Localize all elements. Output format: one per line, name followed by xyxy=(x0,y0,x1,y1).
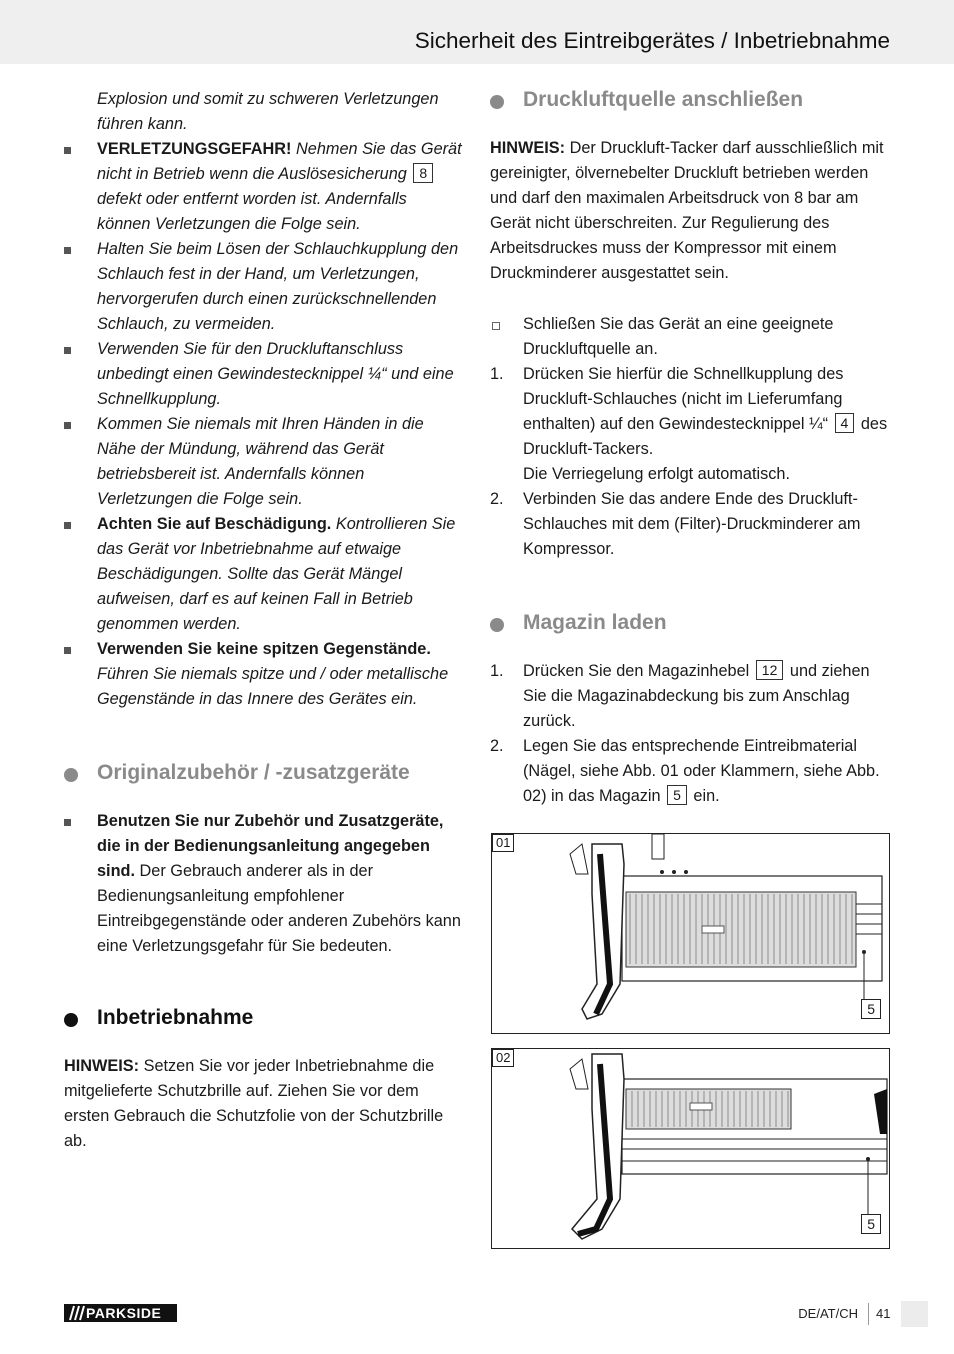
magazin-step-1 xyxy=(490,659,890,734)
heading-druckluft xyxy=(490,87,890,112)
part-ref-12: 12 xyxy=(756,660,784,680)
part-ref-4: 4 xyxy=(835,413,855,433)
step-2 xyxy=(490,487,890,562)
figure-02 xyxy=(491,1048,890,1249)
druckluft-hinweis xyxy=(490,136,890,286)
magazin-step-1-text-b: und ziehen Sie die Magazinabdeckung bis zum Anschlag zurück. xyxy=(523,662,870,730)
footer-locale: DE/AT/CH xyxy=(798,1306,858,1321)
heading-inbetriebnahme xyxy=(64,1005,464,1030)
nail-magazine-illustration xyxy=(492,834,889,1033)
step-1-text-a: Drücken Sie hierfür die Schnellkupplung des Druckluft-Schlauches (nicht im Lieferumfang enthalten) auf den Gewindestecknippel ¼“ xyxy=(523,365,844,433)
step-1 xyxy=(490,362,890,487)
magazin-step-1-text-a: Drücken Sie den Magazinhebel xyxy=(523,662,754,680)
safety-bullet-2: Halten Sie beim Lösen der Schlauchkupplung den Schlauch fest in der Hand, um Verletzungen, hervorgerufen durch einen zurückschnellenden Schlauch, zu vermeiden. xyxy=(64,237,464,337)
magazin-step-2-text-a: Legen Sie das entsprechende Eintreibmaterial (Nägel, siehe Abb. 01 oder Klammern, siehe Abb. 02) in das Magazin xyxy=(523,737,880,805)
brand-logo xyxy=(64,1304,177,1322)
heading-magazin-text: Magazin laden xyxy=(523,611,667,634)
bullet-5-text: Kontrollieren Sie das Gerät vor Inbetriebnahme auf etwaige Beschädigungen. Sollte das Gerät Mängel aufweisen, darf es auf keinen Fall in Betrieb genommen werden. xyxy=(97,515,456,633)
step-number: 1. xyxy=(490,662,504,680)
step-2-text: Verbinden Sie das andere Ende des Druckluft-Schlauches mit dem (Filter)-Druckminderer am Kompressor. xyxy=(523,490,861,558)
step-number: 1. xyxy=(490,365,504,383)
zubehoer-bold: Benutzen Sie nur Zubehör und Zusatzgeräte, die in der Bedienungsanleitung angegeben sind. xyxy=(97,812,444,880)
figure-callout: 5 xyxy=(861,1214,881,1234)
inbetrieb-hinweis xyxy=(64,1054,464,1154)
figure-01 xyxy=(491,833,890,1034)
bullet-1-text-b: defekt oder entfernt worden ist. Andernfalls können Verletzungen die Folge sein. xyxy=(97,190,407,233)
hinweis-label: HINWEIS: xyxy=(64,1057,140,1075)
page-title: Sicherheit des Eintreibgerätes / Inbetriebnahme xyxy=(414,28,890,53)
step-1-text-c: Die Verriegelung erfolgt automatisch. xyxy=(523,465,790,483)
bullet-6-bold: Verwenden Sie keine spitzen Gegenstände. xyxy=(97,640,431,658)
step-number: 2. xyxy=(490,737,504,755)
bullet-5-bold: Achten Sie auf Beschädigung. xyxy=(97,515,332,533)
zubehoer-bullet xyxy=(64,809,464,959)
intro-text: Explosion und somit zu schweren Verletzungen führen kann. xyxy=(97,90,439,133)
left-column xyxy=(64,87,464,1154)
brand-name: PARKSIDE xyxy=(86,1305,162,1321)
safety-bullet-3: Verwenden Sie für den Druckluftanschluss unbedingt einen Gewindestecknippel ¼“ und eine Schnellkupplung. xyxy=(64,337,464,412)
safety-bullet-4: Kommen Sie niemals mit Ihren Händen in die Nähe der Mündung, während das Gerät betriebsbereit ist. Andernfalls können Verletzungen die Folge sein. xyxy=(64,412,464,512)
figure-label: 01 xyxy=(492,834,514,852)
heading-zubehoer xyxy=(64,760,464,785)
safety-bullet-6 xyxy=(64,637,464,712)
footer-tab xyxy=(901,1301,928,1327)
logo-stripes-icon xyxy=(66,1304,86,1322)
safety-bullet-5 xyxy=(64,512,464,637)
safety-bullet-1 xyxy=(64,137,464,237)
bullet-1-bold: VERLETZUNGSGEFAHR! xyxy=(97,140,292,158)
magazin-step-2-text-b: ein. xyxy=(688,787,720,805)
staple-magazine-illustration xyxy=(492,1049,889,1248)
heading-druckluft-text: Druckluftquelle anschließen xyxy=(523,88,804,111)
hinweis-text: Setzen Sie vor jeder Inbetriebnahme die mitgelieferte Schutzbrille auf. Ziehen Sie vor dem ersten Gebrauch die Schutzfolie von der Schutzbrille ab. xyxy=(64,1057,444,1150)
footer-divider xyxy=(868,1303,869,1325)
heading-dot-icon xyxy=(490,95,504,109)
checkbox-step: Schließen Sie das Gerät an eine geeignete Druckluftquelle an. xyxy=(490,312,890,362)
page-header xyxy=(0,0,954,64)
heading-dot-icon xyxy=(490,618,504,632)
heading-dot-icon xyxy=(64,1013,78,1027)
heading-dot-icon xyxy=(64,768,78,782)
bullet-1-text-a: Nehmen Sie das Gerät nicht in Betrieb wenn die Auslösesicherung xyxy=(97,140,462,183)
part-ref-5: 5 xyxy=(667,785,687,805)
figure-callout: 5 xyxy=(861,999,881,1019)
zubehoer-text: Der Gebrauch anderer als in der Bedienungsanleitung empfohlener Eintreibgegenstände oder anderen Zubehörs kann eine Verletzungsgefahr für Sie bedeuten. xyxy=(97,862,461,955)
right-column xyxy=(490,87,890,809)
page-number: 41 xyxy=(876,1306,891,1321)
heading-magazin xyxy=(490,610,890,635)
figure-label: 02 xyxy=(492,1049,514,1067)
part-ref-8: 8 xyxy=(413,163,433,183)
hinweis-label: HINWEIS: xyxy=(490,139,566,157)
hinweis-text: Der Druckluft-Tacker darf ausschließlich mit gereinigter, ölvernebelter Druckluft betrieben werden und darf den maximalen Arbeitsdruck von 8 bar am Gerät nicht überschreiten. Zur Regulierung des Arbeitsdruckes muss der Kompressor mit einem Druckminderer ausgestattet sein. xyxy=(490,139,884,282)
step-1-text-b: des Druckluft-Tackers. xyxy=(523,415,888,458)
heading-zubehoer-text: Originalzubehör / -zusatzgeräte xyxy=(97,761,410,784)
step-number: 2. xyxy=(490,490,504,508)
heading-inbetriebnahme-text: Inbetriebnahme xyxy=(97,1006,254,1029)
bullet-6-text: Führen Sie niemals spitze und / oder metallische Gegenstände in das Innere des Gerätes ein. xyxy=(97,665,449,708)
magazin-step-2 xyxy=(490,734,890,809)
